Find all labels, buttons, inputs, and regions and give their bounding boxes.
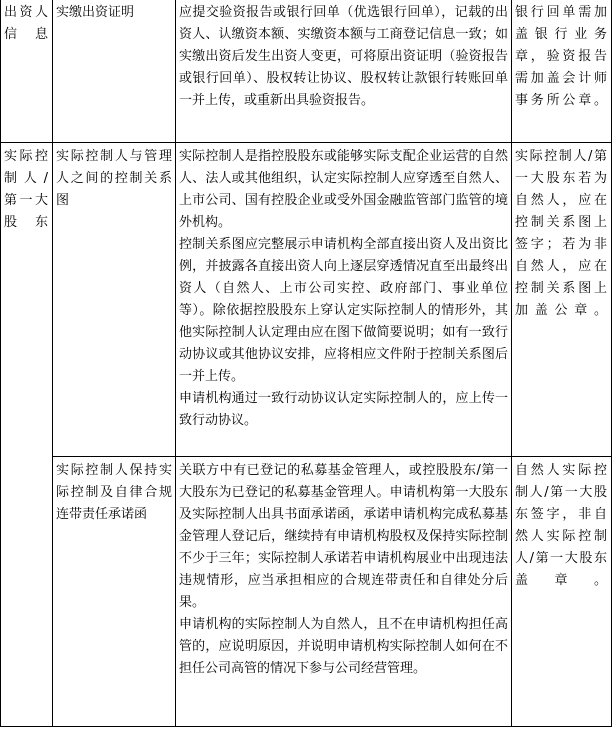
item-cell: 实际控制人与管理人之间的控制关系图 <box>53 143 176 457</box>
table-row <box>1 143 612 457</box>
requirements-cell <box>176 0 512 143</box>
note-cell: 实际控制人/第一大股东若为自然人，应在控制关系图上签字；若为非自然人，应在控制关系图上加盖公章。 <box>512 143 612 457</box>
category-cell: 实际控制人/第一大股东 <box>1 143 53 727</box>
item-cell: 实际控制人保持实际控制及自律合规连带责任承诺函 <box>53 457 176 727</box>
note-cell: 自然人实际控制人/第一大股东签字，非自然人实际控制人/第一大股东盖章。 <box>512 457 612 727</box>
requirement-text: 控制关系图应完整展示申请机构全部直接出资人及出资比例，并披露各直接出资人向上逐层穿透情况直至出最终出资人（自然人、上市公司实控、政府部门、事业单位等）。除依据控股股东上穿认定实际控制人的情形外，其他实际控制人认定理由应在图下做简要说明；如有一致行动协议或其他协议安排，应将相应文件附于控制关系图后一并上传。 <box>179 237 508 384</box>
requirements-cell <box>176 143 512 457</box>
item-cell: 实缴出资证明 <box>53 0 176 143</box>
requirement-text: 申请机构通过一致行动协议认定实际控制人的，应上传一致行动协议。 <box>179 391 508 428</box>
note-cell: 银行回单需加盖银行业务章，验资报告需加盖会计师事务所公章。 <box>512 0 612 143</box>
requirement-text: 申请机构的实际控制人为自然人，且不在申请机构担任高管的，应说明原因，并说明申请机构实际控制人如何在不担任公司高管的情况下参与公司经营管理。 <box>179 617 508 676</box>
table-row <box>1 0 612 143</box>
table-row <box>1 457 612 727</box>
requirements-cell <box>176 457 512 727</box>
category-cell: 出资人信息 <box>1 0 53 143</box>
requirement-text: 关联方中有已登记的私募基金管理人，或控股股东/第一大股东为已登记的私募基金管理人。申请机构第一大股东及实际控制人出具书面承诺函，承诺申请机构完成私募基金管理人登记后，继续持有申请机构股权及保持实际控制不少于三年；实际控制人承诺若申请机构展业中出现违法违规情形，应当承担相应的合规连带责任和自律处分后果。 <box>179 463 508 610</box>
requirement-text: 实际控制人是指控股股东或能够实际支配企业运营的自然人、法人或其他组织，认定实际控制人应穿透至自然人、上市公司、国有控股企业或受外国金融监管部门监管的境外机构。 <box>179 149 508 230</box>
requirement-text: 应提交验资报告或银行回单（优选银行回单），记载的出资人、认缴资本额、实缴资本额与工商登记信息一致；如实缴出资后发生出资人变更，可将原出资证明（验资报告或银行回单）、股权转让协议、股权转让款银行转账回单一并上传，或重新出具验资报告。 <box>179 5 508 108</box>
